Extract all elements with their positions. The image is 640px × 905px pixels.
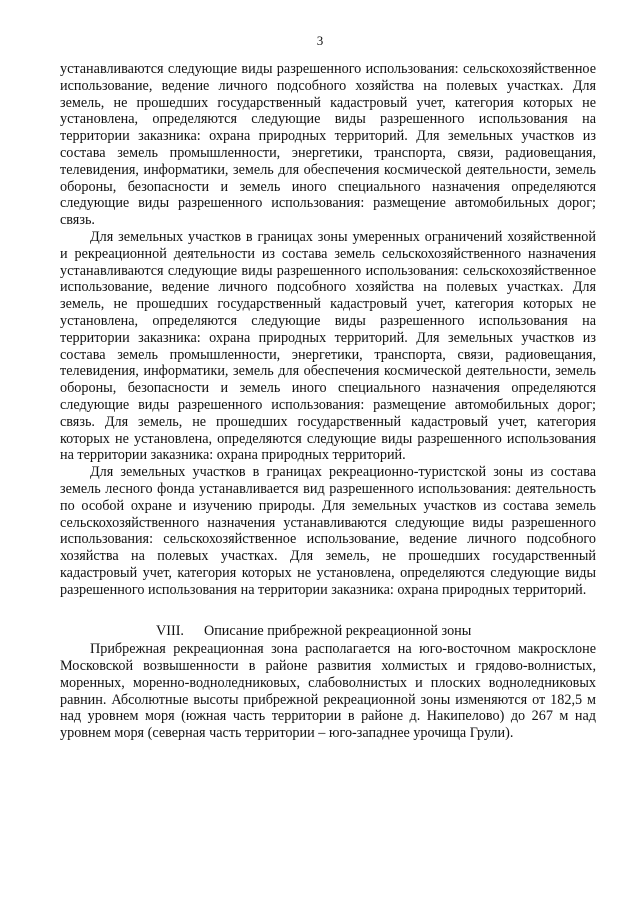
paragraph: Для земельных участков в границах рекреационно-туристской зоны из состава земель лесного фонда устанавливается вид разрешенного использования: деятельность по особой охране и изучению природы. Для земельных участков из состава земель сельскохозяйственного назначения устанавливаются следующие виды разрешенного использования: сельскохозяйственное использование, ведение личного подсобного хозяйства на полевых участках. Для земель, не прошедших государственный кадастровый учет, категория которых не установлена, определяются следующие виды разрешенного использования на территории заказника: охрана природных территорий. <box>60 464 596 598</box>
section-number: VIII. <box>156 622 184 639</box>
document-body <box>60 61 596 742</box>
paragraph: Для земельных участков в границах зоны умеренных ограничений хозяйственной и рекреационной деятельности из состава земель сельскохозяйственного назначения устанавливаются следующие виды разрешенного использования: сельскохозяйственное использование, ведение личного подсобного хозяйства на полевых участках. Для земель, не прошедших государственный кадастровый учет, категория которых не установлена, определяются следующие виды разрешенного использования на территории заказника: охрана природных территорий. Для земельных участков из состава земель промышленности, энергетики, транспорта, связи, радиовещания, телевидения, информатики, земель для обеспечения космической деятельности, земель обороны, безопасности и земель иного специального назначения определяются следующие виды разрешенного использования: размещение автомобильных дорог; связь. Для земель, не прошедших государственный кадастровый учет, категория которых не установлена, определяются следующие виды разрешенного использования на территории заказника: охрана природных территорий. <box>60 228 596 464</box>
page-number: 3 <box>316 33 324 48</box>
paragraph: устанавливаются следующие виды разрешенного использования: сельскохозяйственное использование, ведение личного подсобного хозяйства на полевых участках. Для земель, не прошедших государственный кадастровый учет, категория которых не установлена, определяются следующие виды разрешенного использования на территории заказника: охрана природных территорий. Для земельных участков из состава земель промышленности, энергетики, транспорта, связи, радиовещания, телевидения, информатики, земель для обеспечения космической деятельности, земель обороны, безопасности и земель иного специального назначения определяются следующие виды разрешенного использования: размещение автомобильных дорог; связь. <box>60 61 596 229</box>
section-heading <box>60 623 596 640</box>
section-title: Описание прибрежной рекреационной зоны <box>203 622 472 639</box>
paragraph: Прибрежная рекреационная зона располагается на юго-восточном макросклоне Московской возвышенности в районе развития холмистых и грядово-волнистых, моренных, моренно-водноледниковых, слабоволнистых и плоских водноледниковых равнин. Абсолютные высоты прибрежной рекреационной зоны изменяются от 182,5 м над уровнем моря (южная часть территории в районе д. Накипелово) до 267 м над уровнем моря (северная часть территории – юго-западнее урочища Грули). <box>60 641 596 742</box>
